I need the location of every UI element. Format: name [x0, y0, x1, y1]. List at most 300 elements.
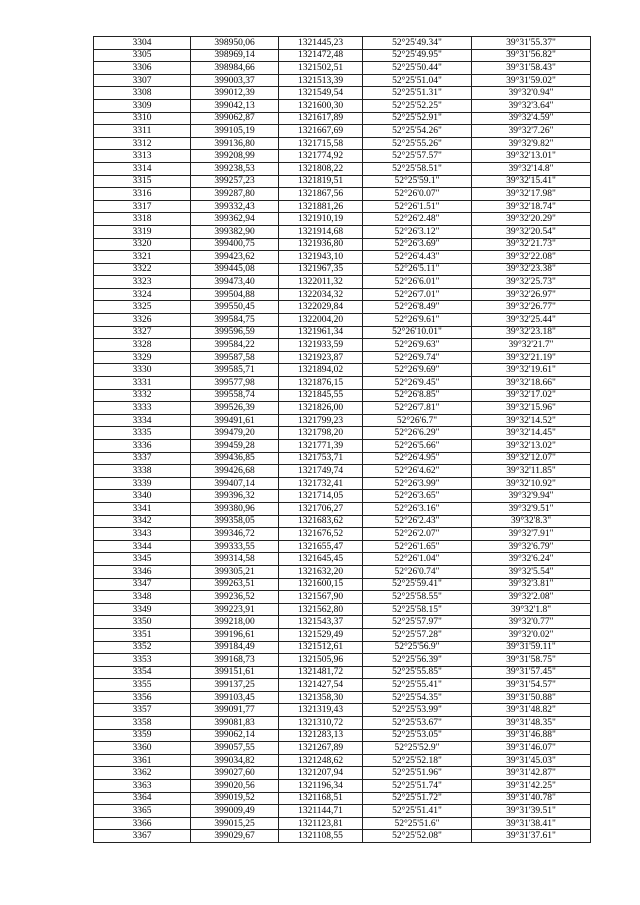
y-coordinate-cell: 1322034,32: [279, 288, 363, 301]
point-number-cell: 3341: [94, 502, 191, 515]
point-number-cell: 3313: [94, 150, 191, 163]
table-row: [94, 238, 591, 251]
point-number-cell: 3354: [94, 666, 191, 679]
latitude-cell: 52°26'1.51": [363, 200, 472, 213]
latitude-cell: 52°25'51.31": [363, 87, 472, 100]
table-row: [94, 251, 591, 264]
longitude-cell: 39°31'56.82": [472, 49, 591, 62]
longitude-cell: 39°32'23.38": [472, 263, 591, 276]
x-coordinate-cell: 399526,39: [191, 402, 279, 415]
point-number-cell: 3350: [94, 616, 191, 629]
x-coordinate-cell: 399168,73: [191, 654, 279, 667]
y-coordinate-cell: 1321715,58: [279, 137, 363, 150]
latitude-cell: 52°25'51.74": [363, 780, 472, 793]
x-coordinate-cell: 399585,71: [191, 364, 279, 377]
table-row: [94, 515, 591, 528]
longitude-cell: 39°32'21.73": [472, 238, 591, 251]
table-row: [94, 754, 591, 767]
table-row: [94, 263, 591, 276]
y-coordinate-cell: 1321667,69: [279, 125, 363, 138]
y-coordinate-cell: 1321472,48: [279, 49, 363, 62]
point-number-cell: 3307: [94, 74, 191, 87]
latitude-cell: 52°25'52.25": [363, 99, 472, 112]
x-coordinate-cell: 399382,90: [191, 225, 279, 238]
x-coordinate-cell: 398950,06: [191, 37, 279, 50]
y-coordinate-cell: 1321427,54: [279, 679, 363, 692]
latitude-cell: 52°25'52.91": [363, 112, 472, 125]
longitude-cell: 39°31'50.88": [472, 691, 591, 704]
y-coordinate-cell: 1321714,05: [279, 490, 363, 503]
x-coordinate-cell: 399184,49: [191, 641, 279, 654]
y-coordinate-cell: 1321632,20: [279, 565, 363, 578]
table-row: [94, 502, 591, 515]
table-row: [94, 591, 591, 604]
x-coordinate-cell: 399333,55: [191, 540, 279, 553]
table-row: [94, 553, 591, 566]
longitude-cell: 39°32'7.91": [472, 528, 591, 541]
longitude-cell: 39°32'15.96": [472, 402, 591, 415]
longitude-cell: 39°31'45.03": [472, 754, 591, 767]
longitude-cell: 39°32'26.77": [472, 301, 591, 314]
x-coordinate-cell: 399062,87: [191, 112, 279, 125]
y-coordinate-cell: 1321933,59: [279, 339, 363, 352]
y-coordinate-cell: 1322004,20: [279, 314, 363, 327]
longitude-cell: 39°32'1.8": [472, 603, 591, 616]
y-coordinate-cell: 1321123,81: [279, 817, 363, 830]
longitude-cell: 39°32'12.07": [472, 452, 591, 465]
x-coordinate-cell: 399587,58: [191, 351, 279, 364]
y-coordinate-cell: 1321655,47: [279, 540, 363, 553]
longitude-cell: 39°32'21.19": [472, 351, 591, 364]
table-row: [94, 805, 591, 818]
y-coordinate-cell: 1321549,54: [279, 87, 363, 100]
latitude-cell: 52°26'0.74": [363, 565, 472, 578]
x-coordinate-cell: 398969,14: [191, 49, 279, 62]
longitude-cell: 39°31'48.82": [472, 704, 591, 717]
y-coordinate-cell: 1321310,72: [279, 717, 363, 730]
point-number-cell: 3316: [94, 188, 191, 201]
longitude-cell: 39°32'3.64": [472, 99, 591, 112]
latitude-cell: 52°26'6.29": [363, 427, 472, 440]
latitude-cell: 52°26'5.66": [363, 440, 472, 453]
longitude-cell: 39°32'5.54": [472, 565, 591, 578]
point-number-cell: 3311: [94, 125, 191, 138]
longitude-cell: 39°31'54.57": [472, 679, 591, 692]
latitude-cell: 52°25'59.1": [363, 175, 472, 188]
table-row: [94, 351, 591, 364]
y-coordinate-cell: 1321881,26: [279, 200, 363, 213]
x-coordinate-cell: 399218,00: [191, 616, 279, 629]
x-coordinate-cell: 399314,58: [191, 553, 279, 566]
x-coordinate-cell: 399003,37: [191, 74, 279, 87]
x-coordinate-cell: 399034,82: [191, 754, 279, 767]
y-coordinate-cell: 1321207,94: [279, 767, 363, 780]
y-coordinate-cell: 1321967,35: [279, 263, 363, 276]
point-number-cell: 3327: [94, 326, 191, 339]
longitude-cell: 39°32'0.02": [472, 628, 591, 641]
x-coordinate-cell: 399029,67: [191, 830, 279, 843]
longitude-cell: 39°31'42.25": [472, 780, 591, 793]
table-row: [94, 301, 591, 314]
point-number-cell: 3342: [94, 515, 191, 528]
point-number-cell: 3365: [94, 805, 191, 818]
point-number-cell: 3353: [94, 654, 191, 667]
x-coordinate-cell: 399396,32: [191, 490, 279, 503]
latitude-cell: 52°25'55.41": [363, 679, 472, 692]
table-row: [94, 717, 591, 730]
point-number-cell: 3305: [94, 49, 191, 62]
latitude-cell: 52°25'59.41": [363, 578, 472, 591]
latitude-cell: 52°25'51.6": [363, 817, 472, 830]
table-row: [94, 99, 591, 112]
y-coordinate-cell: 1321808,22: [279, 162, 363, 175]
longitude-cell: 39°32'6.79": [472, 540, 591, 553]
point-number-cell: 3359: [94, 729, 191, 742]
y-coordinate-cell: 1321683,62: [279, 515, 363, 528]
longitude-cell: 39°32'3.81": [472, 578, 591, 591]
y-coordinate-cell: 1321481,72: [279, 666, 363, 679]
y-coordinate-cell: 1321600,15: [279, 578, 363, 591]
latitude-cell: 52°25'52.08": [363, 830, 472, 843]
x-coordinate-cell: 399196,61: [191, 628, 279, 641]
table-row: [94, 654, 591, 667]
point-number-cell: 3334: [94, 414, 191, 427]
table-row: [94, 125, 591, 138]
table-row: [94, 276, 591, 289]
table-row: [94, 742, 591, 755]
longitude-cell: 39°32'7.26": [472, 125, 591, 138]
point-number-cell: 3329: [94, 351, 191, 364]
table-row: [94, 440, 591, 453]
x-coordinate-cell: 399027,60: [191, 767, 279, 780]
table-row: [94, 603, 591, 616]
x-coordinate-cell: 399042,13: [191, 99, 279, 112]
latitude-cell: 52°25'50.44": [363, 62, 472, 75]
latitude-cell: 52°25'54.26": [363, 125, 472, 138]
table-row: [94, 729, 591, 742]
point-number-cell: 3345: [94, 553, 191, 566]
point-number-cell: 3343: [94, 528, 191, 541]
latitude-cell: 52°25'53.67": [363, 717, 472, 730]
latitude-cell: 52°26'9.74": [363, 351, 472, 364]
table-row: [94, 528, 591, 541]
point-number-cell: 3331: [94, 377, 191, 390]
longitude-cell: 39°32'13.02": [472, 440, 591, 453]
table-row: [94, 87, 591, 100]
point-number-cell: 3366: [94, 817, 191, 830]
longitude-cell: 39°31'59.11": [472, 641, 591, 654]
y-coordinate-cell: 1321567,90: [279, 591, 363, 604]
y-coordinate-cell: 1321910,19: [279, 213, 363, 226]
y-coordinate-cell: 1321894,02: [279, 364, 363, 377]
latitude-cell: 52°25'53.05": [363, 729, 472, 742]
x-coordinate-cell: 399012,39: [191, 87, 279, 100]
longitude-cell: 39°32'10.92": [472, 477, 591, 490]
longitude-cell: 39°32'20.54": [472, 225, 591, 238]
y-coordinate-cell: 1321706,27: [279, 502, 363, 515]
table-row: [94, 780, 591, 793]
longitude-cell: 39°31'42.87": [472, 767, 591, 780]
latitude-cell: 52°26'2.43": [363, 515, 472, 528]
latitude-cell: 52°25'52.18": [363, 754, 472, 767]
x-coordinate-cell: 399362,94: [191, 213, 279, 226]
latitude-cell: 52°26'6.01": [363, 276, 472, 289]
y-coordinate-cell: 1321283,13: [279, 729, 363, 742]
point-number-cell: 3355: [94, 679, 191, 692]
x-coordinate-cell: 399236,52: [191, 591, 279, 604]
latitude-cell: 52°26'5.11": [363, 263, 472, 276]
table-row: [94, 490, 591, 503]
point-number-cell: 3352: [94, 641, 191, 654]
table-row: [94, 326, 591, 339]
table-row: [94, 767, 591, 780]
point-number-cell: 3361: [94, 754, 191, 767]
longitude-cell: 39°32'18.66": [472, 377, 591, 390]
y-coordinate-cell: 1321923,87: [279, 351, 363, 364]
longitude-cell: 39°31'40.78": [472, 792, 591, 805]
y-coordinate-cell: 1321513,39: [279, 74, 363, 87]
table-row: [94, 137, 591, 150]
table-row: [94, 74, 591, 87]
latitude-cell: 52°26'4.62": [363, 465, 472, 478]
latitude-cell: 52°26'1.65": [363, 540, 472, 553]
point-number-cell: 3348: [94, 591, 191, 604]
x-coordinate-cell: 399400,75: [191, 238, 279, 251]
longitude-cell: 39°31'57.45": [472, 666, 591, 679]
table-row: [94, 188, 591, 201]
table-row: [94, 830, 591, 843]
x-coordinate-cell: 399019,52: [191, 792, 279, 805]
longitude-cell: 39°32'14.8": [472, 162, 591, 175]
point-number-cell: 3317: [94, 200, 191, 213]
y-coordinate-cell: 1321617,89: [279, 112, 363, 125]
table-row: [94, 377, 591, 390]
point-number-cell: 3324: [94, 288, 191, 301]
y-coordinate-cell: 1321319,43: [279, 704, 363, 717]
latitude-cell: 52°26'8.49": [363, 301, 472, 314]
y-coordinate-cell: 1321676,52: [279, 528, 363, 541]
latitude-cell: 52°25'52.9": [363, 742, 472, 755]
y-coordinate-cell: 1321867,56: [279, 188, 363, 201]
longitude-cell: 39°32'17.98": [472, 188, 591, 201]
table-row: [94, 37, 591, 50]
table-row: [94, 389, 591, 402]
longitude-cell: 39°32'14.45": [472, 427, 591, 440]
point-number-cell: 3363: [94, 780, 191, 793]
x-coordinate-cell: 399208,99: [191, 150, 279, 163]
x-coordinate-cell: 399020,56: [191, 780, 279, 793]
coordinates-table-body: [94, 37, 591, 843]
longitude-cell: 39°32'9.82": [472, 137, 591, 150]
y-coordinate-cell: 1321562,80: [279, 603, 363, 616]
y-coordinate-cell: 1321876,15: [279, 377, 363, 390]
x-coordinate-cell: 399436,85: [191, 452, 279, 465]
y-coordinate-cell: 1321196,34: [279, 780, 363, 793]
longitude-cell: 39°32'0.94": [472, 87, 591, 100]
latitude-cell: 52°26'3.12": [363, 225, 472, 238]
x-coordinate-cell: 399426,68: [191, 465, 279, 478]
x-coordinate-cell: 399584,22: [191, 339, 279, 352]
table-row: [94, 452, 591, 465]
longitude-cell: 39°32'17.02": [472, 389, 591, 402]
point-number-cell: 3304: [94, 37, 191, 50]
longitude-cell: 39°32'15.41": [472, 175, 591, 188]
x-coordinate-cell: 399263,51: [191, 578, 279, 591]
y-coordinate-cell: 1321600,30: [279, 99, 363, 112]
latitude-cell: 52°26'7.01": [363, 288, 472, 301]
y-coordinate-cell: 1321108,55: [279, 830, 363, 843]
latitude-cell: 52°25'51.72": [363, 792, 472, 805]
point-number-cell: 3309: [94, 99, 191, 112]
point-number-cell: 3328: [94, 339, 191, 352]
x-coordinate-cell: 399057,55: [191, 742, 279, 755]
point-number-cell: 3315: [94, 175, 191, 188]
latitude-cell: 52°26'6.7": [363, 414, 472, 427]
y-coordinate-cell: 1321961,34: [279, 326, 363, 339]
table-row: [94, 225, 591, 238]
latitude-cell: 52°25'51.04": [363, 74, 472, 87]
y-coordinate-cell: 1321819,51: [279, 175, 363, 188]
table-row: [94, 213, 591, 226]
table-row: [94, 679, 591, 692]
latitude-cell: 52°25'56.9": [363, 641, 472, 654]
latitude-cell: 52°26'3.16": [363, 502, 472, 515]
x-coordinate-cell: 399407,14: [191, 477, 279, 490]
y-coordinate-cell: 1322011,32: [279, 276, 363, 289]
y-coordinate-cell: 1321267,89: [279, 742, 363, 755]
x-coordinate-cell: 399015,25: [191, 817, 279, 830]
point-number-cell: 3321: [94, 251, 191, 264]
longitude-cell: 39°31'37.61": [472, 830, 591, 843]
point-number-cell: 3320: [94, 238, 191, 251]
point-number-cell: 3319: [94, 225, 191, 238]
point-number-cell: 3326: [94, 314, 191, 327]
x-coordinate-cell: 399550,45: [191, 301, 279, 314]
point-number-cell: 3367: [94, 830, 191, 843]
point-number-cell: 3344: [94, 540, 191, 553]
x-coordinate-cell: 399105,19: [191, 125, 279, 138]
latitude-cell: 52°26'9.61": [363, 314, 472, 327]
longitude-cell: 39°31'39.51": [472, 805, 591, 818]
x-coordinate-cell: 399103,45: [191, 691, 279, 704]
table-row: [94, 477, 591, 490]
point-number-cell: 3310: [94, 112, 191, 125]
longitude-cell: 39°31'58.75": [472, 654, 591, 667]
longitude-cell: 39°32'23.18": [472, 326, 591, 339]
table-row: [94, 200, 591, 213]
table-row: [94, 540, 591, 553]
latitude-cell: 52°26'0.07": [363, 188, 472, 201]
x-coordinate-cell: 399346,72: [191, 528, 279, 541]
point-number-cell: 3323: [94, 276, 191, 289]
point-number-cell: 3333: [94, 402, 191, 415]
point-number-cell: 3325: [94, 301, 191, 314]
y-coordinate-cell: 1321505,96: [279, 654, 363, 667]
y-coordinate-cell: 1321936,80: [279, 238, 363, 251]
point-number-cell: 3364: [94, 792, 191, 805]
y-coordinate-cell: 1321749,74: [279, 465, 363, 478]
x-coordinate-cell: 399305,21: [191, 565, 279, 578]
x-coordinate-cell: 399423,62: [191, 251, 279, 264]
latitude-cell: 52°26'3.99": [363, 477, 472, 490]
longitude-cell: 39°32'22.08": [472, 251, 591, 264]
table-row: [94, 565, 591, 578]
point-number-cell: 3362: [94, 767, 191, 780]
longitude-cell: 39°32'13.01": [472, 150, 591, 163]
y-coordinate-cell: 1321248,62: [279, 754, 363, 767]
longitude-cell: 39°31'38.41": [472, 817, 591, 830]
x-coordinate-cell: 399445,08: [191, 263, 279, 276]
latitude-cell: 52°26'7.81": [363, 402, 472, 415]
longitude-cell: 39°31'58.43": [472, 62, 591, 75]
longitude-cell: 39°32'9.94": [472, 490, 591, 503]
latitude-cell: 52°26'10.01": [363, 326, 472, 339]
table-row: [94, 314, 591, 327]
point-number-cell: 3340: [94, 490, 191, 503]
point-number-cell: 3360: [94, 742, 191, 755]
longitude-cell: 39°32'21.7": [472, 339, 591, 352]
y-coordinate-cell: 1321914,68: [279, 225, 363, 238]
latitude-cell: 52°26'1.04": [363, 553, 472, 566]
x-coordinate-cell: 399473,40: [191, 276, 279, 289]
point-number-cell: 3357: [94, 704, 191, 717]
latitude-cell: 52°26'4.43": [363, 251, 472, 264]
latitude-cell: 52°25'57.57": [363, 150, 472, 163]
y-coordinate-cell: 1321845,55: [279, 389, 363, 402]
latitude-cell: 52°25'54.35": [363, 691, 472, 704]
point-number-cell: 3306: [94, 62, 191, 75]
longitude-cell: 39°32'11.85": [472, 465, 591, 478]
x-coordinate-cell: 399459,28: [191, 440, 279, 453]
point-number-cell: 3336: [94, 440, 191, 453]
latitude-cell: 52°26'3.65": [363, 490, 472, 503]
y-coordinate-cell: 1322029,84: [279, 301, 363, 314]
point-number-cell: 3337: [94, 452, 191, 465]
x-coordinate-cell: 399358,05: [191, 515, 279, 528]
y-coordinate-cell: 1321943,10: [279, 251, 363, 264]
x-coordinate-cell: 399479,20: [191, 427, 279, 440]
table-row: [94, 641, 591, 654]
y-coordinate-cell: 1321358,30: [279, 691, 363, 704]
longitude-cell: 39°32'2.08": [472, 591, 591, 604]
x-coordinate-cell: 399380,96: [191, 502, 279, 515]
table-row: [94, 339, 591, 352]
x-coordinate-cell: 399091,77: [191, 704, 279, 717]
table-row: [94, 288, 591, 301]
x-coordinate-cell: 399151,61: [191, 666, 279, 679]
latitude-cell: 52°26'9.63": [363, 339, 472, 352]
point-number-cell: 3318: [94, 213, 191, 226]
point-number-cell: 3346: [94, 565, 191, 578]
latitude-cell: 52°25'55.26": [363, 137, 472, 150]
point-number-cell: 3358: [94, 717, 191, 730]
table-row: [94, 112, 591, 125]
y-coordinate-cell: 1321799,23: [279, 414, 363, 427]
x-coordinate-cell: 399332,43: [191, 200, 279, 213]
longitude-cell: 39°32'9.51": [472, 502, 591, 515]
longitude-cell: 39°31'46.88": [472, 729, 591, 742]
latitude-cell: 52°25'49.95": [363, 49, 472, 62]
table-row: [94, 49, 591, 62]
longitude-cell: 39°32'20.29": [472, 213, 591, 226]
y-coordinate-cell: 1321502,51: [279, 62, 363, 75]
point-number-cell: 3338: [94, 465, 191, 478]
table-row: [94, 402, 591, 415]
longitude-cell: 39°32'25.44": [472, 314, 591, 327]
y-coordinate-cell: 1321645,45: [279, 553, 363, 566]
y-coordinate-cell: 1321168,51: [279, 792, 363, 805]
latitude-cell: 52°26'9.69": [363, 364, 472, 377]
